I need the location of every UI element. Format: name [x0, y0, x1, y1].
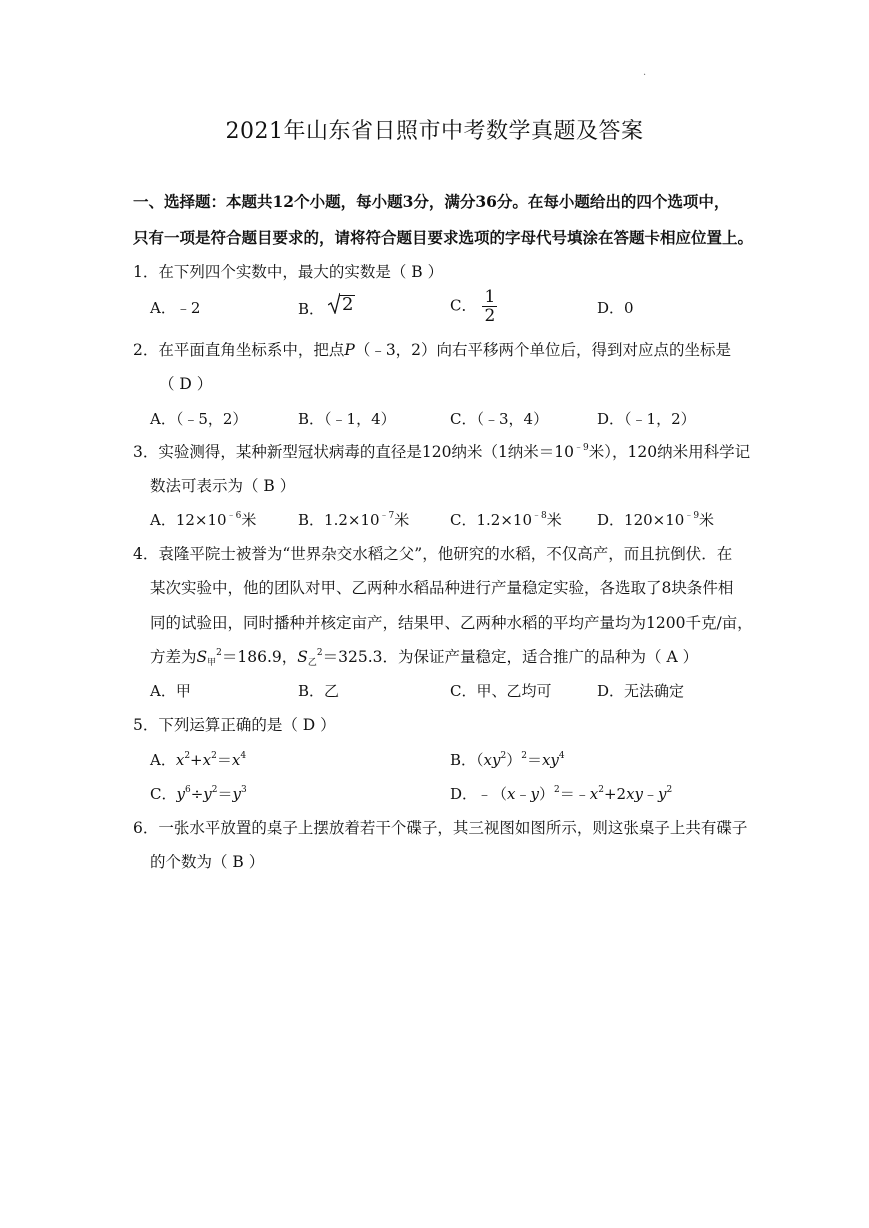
q3-b-exp: ﹣7: [379, 511, 395, 521]
q1-option-c-denominator: 2: [484, 306, 496, 326]
q5-d-eq: ＝﹣: [559, 785, 590, 803]
q5-c-exp: 6: [184, 785, 191, 795]
section-heading-line-2: 只有一项是符合题目要求的，请将符合题目要求选项的字母代号填涂在答题卡相应位置上。: [133, 228, 754, 247]
q5-d-op: ﹣: [643, 785, 659, 803]
q5-a-op: +: [190, 751, 203, 769]
q5-b-eq: ＝: [526, 751, 542, 769]
q4-option-b: B．乙: [298, 682, 340, 700]
q2-stem-text: 2．在平面直角坐标系中，把点: [133, 341, 345, 359]
q5-stem: 5．下列运算正确的是（ D ）: [133, 716, 336, 734]
q3-stem-text-2: 米），120纳米用科学记: [588, 443, 751, 461]
q5-b-exp: 2: [521, 751, 527, 761]
q5-option-b: [450, 750, 565, 770]
q4-stem-line-3: 同的试验田，同时播种并核定亩产，结果甲、乙两种水稻的平均产量均为1200千克/亩，: [150, 614, 753, 632]
q5-c-var: y: [176, 785, 185, 803]
q5-d-op: ﹣: [515, 785, 531, 803]
q1-option-b: [298, 292, 355, 319]
q2-point-var: P: [344, 341, 355, 359]
q5-a-exp: 2: [184, 751, 191, 761]
q3-b-unit: 米: [394, 511, 410, 529]
q5-option-d: [450, 784, 672, 804]
q6-stem-line-1: 6．一张水平放置的桌子上摆放着若干个碟子，其三视图如图所示，则这张桌子上共有碟子: [133, 819, 748, 837]
q5-b-paren: ）: [506, 751, 522, 769]
q5-c-exp: 2: [211, 785, 218, 795]
q1-option-c-label: C．: [450, 296, 477, 315]
q5-a-var: x: [202, 751, 212, 769]
q4-option-d: D．无法确定: [597, 682, 685, 700]
q3-a-unit: 米: [241, 511, 257, 529]
q3-d-exp: ﹣9: [684, 511, 700, 521]
q4-stem-line-1: 4．袁隆平院士被誉为“世界杂交水稻之父”，他研究的水稻，不仅高产，而且抗倒伏．在: [133, 545, 733, 563]
q5-b-label: B．（: [450, 751, 484, 769]
q1-option-c-numerator: 1: [484, 287, 496, 307]
q5-d-var: x: [589, 785, 599, 803]
q5-d-var: y: [658, 785, 667, 803]
q4-variance-sup-2: 2: [316, 648, 323, 658]
q5-a-var: x: [175, 751, 185, 769]
q3-a-base: A．12×10: [150, 511, 227, 529]
q5-d-exp: 2: [554, 785, 560, 795]
q5-d-label: D．﹣（: [450, 785, 508, 803]
q3-option-a: [150, 510, 256, 530]
q5-a-exp: 4: [240, 751, 247, 761]
corner-mark: ·: [643, 70, 647, 81]
q1-option-a: A．﹣2: [150, 299, 201, 317]
q5-b-var: xy: [541, 751, 559, 769]
q5-a-var: x: [231, 751, 241, 769]
q6-stem-line-2: 的个数为（ B ）: [150, 853, 265, 871]
q2-option-a: A．（﹣5，2）: [150, 410, 248, 428]
q5-a-eq: ＝: [216, 751, 232, 769]
q2-option-d: D．（﹣1，2）: [597, 410, 696, 428]
q5-a-label: A．: [150, 751, 176, 769]
q3-option-c: [450, 510, 562, 530]
q4-l4-post: ＝325.3．为保证产量稳定，适合推广的品种为（ A ）: [322, 648, 699, 666]
q3-c-unit: 米: [546, 511, 562, 529]
q4-l4-pre: 方差为: [150, 648, 197, 666]
q1-option-c: [450, 288, 497, 325]
q3-stem-exponent: ﹣9: [574, 443, 589, 453]
q5-c-eq: ＝: [217, 785, 233, 803]
q5-c-var: y: [203, 785, 212, 803]
q3-stem-text: 3．实验测得，某种新型冠状病毒的直径是120纳米（1纳米＝10: [133, 443, 575, 461]
page-title: 2021年山东省日照市中考数学真题及答案: [225, 119, 644, 144]
q4-stem-line-4: [150, 647, 698, 667]
q5-d-paren: ）: [539, 785, 555, 803]
q3-c-base: C．1.2×10: [450, 511, 532, 529]
q3-b-base: B．1.2×10: [298, 511, 380, 529]
q4-variance-sub-2: 乙: [307, 658, 317, 668]
q1-stem: 1．在下列四个实数中，最大的实数是（ B ）: [133, 263, 444, 281]
q4-option-c: C．甲、乙均可: [450, 682, 552, 700]
q2-stem-text-2: （﹣3，2）向右平移两个单位后，得到对应点的坐标是: [354, 341, 732, 359]
q5-d-var: y: [530, 785, 539, 803]
q5-d-exp: 2: [598, 785, 604, 795]
q3-option-b: [298, 510, 409, 530]
q5-d-var: xy: [626, 785, 644, 803]
q3-stem-line-2: 数法可表示为（ B ）: [150, 477, 296, 495]
section-heading-line-1: 一、选择题：本题共12个小题，每小题3分，满分36分。在每小题给出的四个选项中，: [133, 192, 730, 211]
q2-answer: （ D ）: [159, 375, 213, 393]
q3-a-exp: ﹣6: [226, 511, 242, 521]
q5-a-exp: 2: [211, 751, 217, 761]
q4-variance-symbol-2: S: [297, 648, 308, 666]
q5-d-var: x: [507, 785, 516, 803]
q4-variance-sub-1: 甲: [207, 658, 217, 668]
q3-option-d: [597, 510, 714, 530]
q3-stem: [133, 442, 750, 462]
q4-stem-line-2: 某次实验中，他的团队对甲、乙两种水稻品种进行产量稳定实验，各选取了8块条件相: [150, 579, 734, 597]
q5-option-c: [150, 784, 247, 804]
q5-d-op: +2: [603, 785, 627, 803]
q2-option-c: C．（﹣3，4）: [450, 410, 549, 428]
q1-option-b-radicand: 2: [342, 294, 354, 315]
q5-b-var: xy: [483, 751, 501, 769]
q4-variance-sup-1: 2: [216, 648, 222, 658]
q5-b-exp: 4: [558, 751, 565, 761]
q5-c-exp: 3: [241, 785, 247, 795]
q3-d-base: D．120×10: [597, 511, 685, 529]
q2-stem: [133, 340, 731, 360]
fraction: [482, 288, 497, 325]
q5-c-var: y: [232, 785, 241, 803]
sqrt-symbol: [328, 292, 355, 314]
q3-c-exp: ﹣8: [532, 511, 547, 521]
q1-option-b-label: B．: [298, 300, 325, 318]
q5-c-label: C．: [150, 785, 177, 803]
q4-l4-mid: ＝186.9，: [221, 648, 298, 666]
q5-d-exp: 2: [666, 785, 673, 795]
q3-d-unit: 米: [699, 511, 715, 529]
q2-option-b: B．（﹣1，4）: [298, 410, 396, 428]
q5-b-exp: 2: [500, 751, 507, 761]
q4-variance-symbol-1: S: [196, 648, 208, 666]
q5-c-op: ÷: [190, 785, 204, 803]
q1-option-d: D．0: [597, 299, 634, 317]
q5-option-a: [150, 750, 246, 770]
q4-option-a: A．甲: [150, 682, 191, 700]
